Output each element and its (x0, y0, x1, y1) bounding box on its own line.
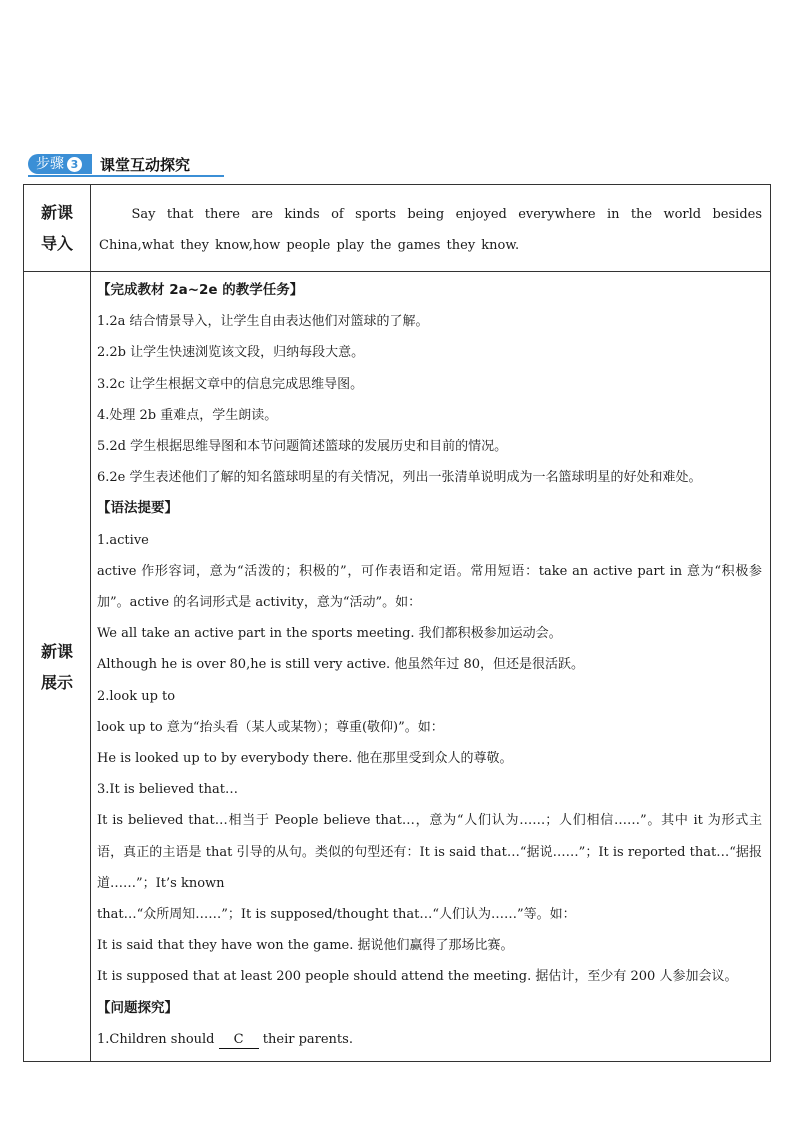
show-content (91, 272, 771, 1062)
content-line: 5.2d 学生根据思维导图和本节问题简述篮球的发展历史和目前的情况。 (97, 439, 508, 455)
step-tag-label: 步骤 (36, 156, 64, 172)
section-title: 课堂互动探究 (100, 155, 191, 174)
step-header (28, 153, 196, 175)
content-line: look up to 意为“抬头看（某人或某物）；尊重(敬仰)”。如： (97, 719, 444, 735)
content-line: 2.2b 让学生快速浏览该文段，归纳每段大意。 (97, 345, 365, 361)
content-line: Although he is over 80,he is still very active. 他虽然年过 80，但还是很活跃。 (97, 657, 584, 673)
content-line: active 作形容词，意为“活泼的；积极的”，可作表语和定语。常用短语：take an active part in 意为“积极参加”。active 的名词形式是 activity，意为“活动”。如： (97, 563, 762, 611)
content-line: 3.2c 让学生根据文章中的信息完成思维导图。 (97, 376, 364, 392)
show-row (24, 272, 771, 1062)
step-number-badge: 3 (67, 157, 82, 172)
intro-row (24, 185, 771, 272)
section-title-underline (28, 175, 224, 177)
intro-label-line1: 新课 (40, 203, 73, 222)
content-line: He is looked up to by everybody there. 他在那里受到众人的尊敬。 (97, 751, 513, 767)
section-heading-grammar: 【语法提要】 (97, 500, 178, 517)
question-prefix: 1.Children should (97, 1031, 219, 1047)
question-line (97, 1024, 762, 1055)
lesson-table (23, 184, 771, 1062)
question-suffix: their parents. (258, 1031, 353, 1047)
intro-label (24, 185, 91, 272)
section-heading-tasks: 【完成教材 2a~2e 的教学任务】 (97, 282, 304, 298)
content-line: It is supposed that at least 200 people should attend the meeting. 据估计，至少有 200 人参加会议。 (97, 969, 738, 985)
content-line: We all take an active part in the sports meeting. 我们都积极参加运动会。 (97, 626, 562, 642)
section-heading-questions: 【问题探究】 (97, 999, 178, 1016)
content-line: It is said that they have won the game. 据说他们赢得了那场比赛。 (97, 938, 514, 954)
intro-label-line2: 导入 (40, 234, 73, 253)
show-label (24, 272, 91, 1062)
content-line: 1.2a 结合情景导入，让学生自由表达他们对篮球的了解。 (97, 314, 429, 330)
show-label-line2: 展示 (40, 672, 73, 692)
content-line: 3.It is believed that… (97, 782, 238, 798)
content-line: 2.look up to (97, 688, 176, 704)
show-label-line1: 新课 (40, 641, 73, 661)
step-tag (28, 154, 92, 174)
content-line: 6.2e 学生表述他们了解的知名篮球明星的有关情况，列出一张清单说明成为一名篮球明星的好处和难处。 (97, 470, 702, 486)
content-line: 4.处理 2b 重难点，学生朗读。 (97, 407, 278, 423)
content-line: that…“众所周知……”；It is supposed/thought that…“人们认为……”等。如： (97, 907, 576, 923)
content-line: It is believed that…相当于 People believe that…，意为“人们认为……；人们相信……”。其中 it 为形式主语，真正的主语是 that 引导的从句。类似的句型还有：It is said that…“据说……”；It is reported that…“据报道……”；It’s known (97, 813, 762, 891)
answer-blank: C (219, 1032, 259, 1049)
content-line: 1.active (97, 532, 149, 548)
intro-text: Say that there are kinds of sports being enjoyed everywhere in the world besides China,what they know,how people play the games they know. (91, 185, 771, 272)
